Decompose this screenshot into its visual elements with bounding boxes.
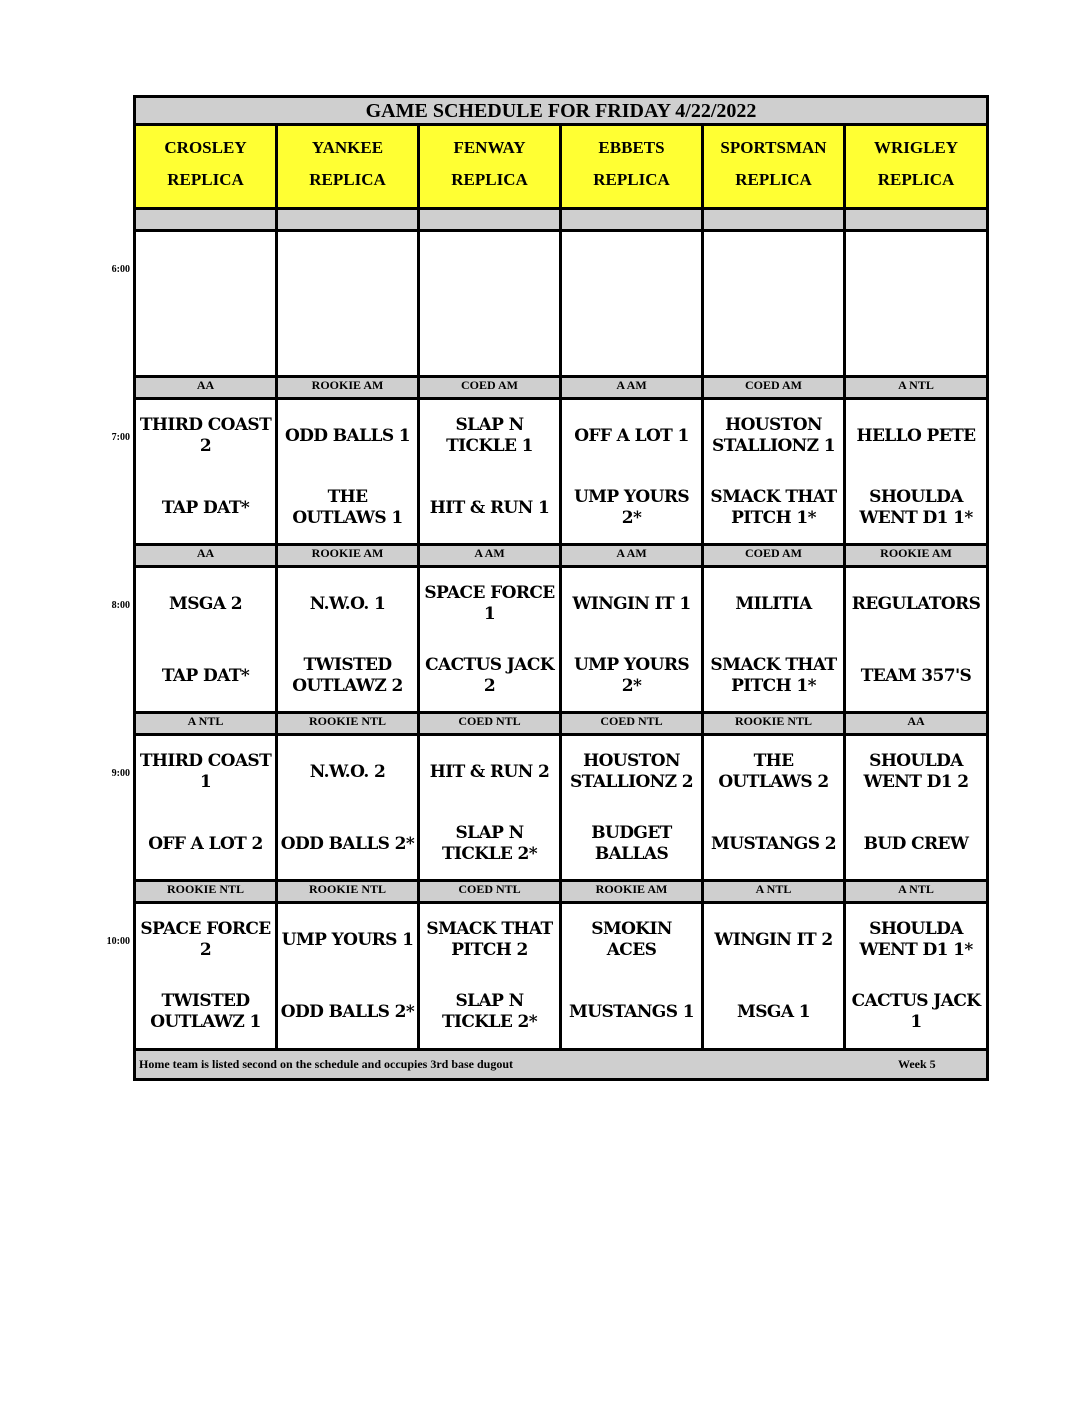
division-label: ROOKIE NTL xyxy=(136,882,278,901)
home-team: TEAM 357'S xyxy=(860,665,972,686)
home-team xyxy=(564,310,699,370)
venue-header xyxy=(846,126,986,210)
home-team: TAP DAT* xyxy=(161,497,250,518)
venue-header xyxy=(278,126,420,210)
home-team: OFF A LOT 2 xyxy=(148,833,263,854)
division-label: COED AM xyxy=(704,378,846,397)
away-team: SPACE FORCE 1 xyxy=(424,583,555,624)
venue-name: WRIGLEY xyxy=(873,138,959,157)
venue-name: CROSLEY xyxy=(164,138,247,157)
home-team: MUSTANGS 2 xyxy=(711,833,836,854)
game-cell xyxy=(846,736,986,882)
column-divider xyxy=(420,210,562,229)
division-label: COED AM xyxy=(704,546,846,565)
home-team: CACTUS JACK 2 xyxy=(425,655,554,696)
game-cell xyxy=(704,232,846,378)
time-label: 7:00 xyxy=(111,432,130,443)
venue-type: REPLICA xyxy=(167,170,244,189)
week-label: Week 5 xyxy=(898,1057,936,1071)
time-label: 9:00 xyxy=(111,768,130,779)
schedule-footer xyxy=(136,1048,986,1078)
schedule-sheet xyxy=(133,95,989,1081)
division-label: ROOKIE NTL xyxy=(704,714,846,733)
venue-name: FENWAY xyxy=(453,138,526,157)
away-team: REGULATORS xyxy=(851,593,981,614)
time-label: 10:00 xyxy=(106,936,130,947)
venue-type: REPLICA xyxy=(735,170,812,189)
home-team: MSGA 1 xyxy=(737,1001,810,1022)
venue-header xyxy=(562,126,704,210)
division-label: AA xyxy=(136,546,278,565)
game-cell xyxy=(420,232,562,378)
game-cell xyxy=(846,568,986,714)
home-team: HIT & RUN 1 xyxy=(429,497,550,518)
home-team xyxy=(706,310,841,370)
away-team: HOUSTON STALLIONZ 1 xyxy=(712,415,835,456)
away-team: SLAP N TICKLE 1 xyxy=(446,415,533,456)
division-bar xyxy=(136,711,986,736)
away-team: N.W.O. 2 xyxy=(309,761,386,782)
away-team: WINGIN IT 1 xyxy=(572,593,691,614)
division-label: ROOKIE NTL xyxy=(278,882,420,901)
venue-header xyxy=(136,126,278,210)
home-team xyxy=(280,310,415,370)
away-team xyxy=(706,238,841,298)
home-team xyxy=(138,310,273,370)
away-team: OFF A LOT 1 xyxy=(574,425,689,446)
home-team: BUDGET BALLAS xyxy=(591,823,672,864)
game-cell xyxy=(278,904,420,1050)
away-team: HELLO PETE xyxy=(856,425,976,446)
away-team: THIRD COAST 1 xyxy=(139,751,272,792)
home-team: TAP DAT* xyxy=(161,665,250,686)
division-label: ROOKIE AM xyxy=(562,882,704,901)
game-cell xyxy=(136,568,278,714)
division-label: A AM xyxy=(420,546,562,565)
venue-header xyxy=(704,126,846,210)
division-label: COED NTL xyxy=(420,882,562,901)
away-team: SMOKIN ACES xyxy=(591,919,672,960)
division-label: ROOKIE AM xyxy=(278,378,420,397)
away-team xyxy=(422,238,557,298)
game-cell xyxy=(562,568,704,714)
game-cell xyxy=(278,736,420,882)
schedule-title: GAME SCHEDULE FOR FRIDAY 4/22/2022 xyxy=(136,98,986,126)
home-team: BUD CREW xyxy=(863,833,969,854)
division-label: A NTL xyxy=(898,378,934,392)
game-cell xyxy=(562,400,704,546)
column-divider xyxy=(278,210,420,229)
home-team: CACTUS JACK 1 xyxy=(851,991,981,1032)
away-team: SPACE FORCE 2 xyxy=(140,919,271,960)
home-team: UMP YOURS 2* xyxy=(573,655,690,696)
time-label: 8:00 xyxy=(111,600,130,611)
division-label: ROOKIE AM xyxy=(278,546,420,565)
division-bar xyxy=(136,879,986,904)
home-team: UMP YOURS 2* xyxy=(573,487,690,528)
away-team: N.W.O. 1 xyxy=(309,593,386,614)
away-team: SHOULDA WENT D1 1* xyxy=(859,919,973,960)
division-label: COED NTL xyxy=(562,714,704,733)
game-cell xyxy=(562,232,704,378)
game-cell xyxy=(278,400,420,546)
game-cell xyxy=(562,736,704,882)
game-cell xyxy=(420,736,562,882)
division-label: COED NTL xyxy=(420,714,562,733)
game-cell xyxy=(704,904,846,1050)
game-cell xyxy=(704,736,846,882)
game-cell xyxy=(562,904,704,1050)
game-cell xyxy=(278,568,420,714)
division-label: A NTL xyxy=(898,882,934,896)
game-cell xyxy=(704,400,846,546)
game-cell xyxy=(846,904,986,1050)
home-team-note: Home team is listed second on the schedule and occupies 3rd base dugout xyxy=(139,1057,514,1071)
division-label: ROOKIE NTL xyxy=(278,714,420,733)
game-cell xyxy=(420,400,562,546)
division-label: A NTL xyxy=(704,882,846,901)
home-team: ODD BALLS 2* xyxy=(280,833,415,854)
division-label: A NTL xyxy=(136,714,278,733)
away-team: THE OUTLAWS 2 xyxy=(718,751,829,792)
away-team: SMACK THAT PITCH 2 xyxy=(426,919,553,960)
venue-name: YANKEE xyxy=(311,138,384,157)
home-team: SLAP N TICKLE 2* xyxy=(441,991,538,1032)
away-team: MILITIA xyxy=(735,593,812,614)
venue-type: REPLICA xyxy=(877,170,955,189)
venue-header xyxy=(420,126,562,210)
home-team: SHOULDA WENT D1 1* xyxy=(859,487,973,528)
game-cell xyxy=(136,904,278,1050)
home-team: SMACK THAT PITCH 1* xyxy=(710,655,837,696)
away-team: MSGA 2 xyxy=(169,593,242,614)
division-label: COED AM xyxy=(420,378,562,397)
division-label: A AM xyxy=(562,378,704,397)
game-cell xyxy=(136,736,278,882)
division-bar xyxy=(136,543,986,568)
game-cell xyxy=(420,904,562,1050)
home-team: ODD BALLS 2* xyxy=(280,1001,415,1022)
home-team: SMACK THAT PITCH 1* xyxy=(710,487,837,528)
column-divider xyxy=(136,210,278,229)
game-cell xyxy=(136,232,278,378)
game-cell xyxy=(420,568,562,714)
division-label: A AM xyxy=(562,546,704,565)
away-team: THIRD COAST 2 xyxy=(139,415,272,456)
division-label: ROOKIE AM xyxy=(880,546,952,560)
away-team: UMP YOURS 1 xyxy=(281,929,414,950)
game-cell xyxy=(846,400,986,546)
column-divider xyxy=(562,210,704,229)
away-team: HOUSTON STALLIONZ 2 xyxy=(570,751,693,792)
time-label: 6:00 xyxy=(111,264,130,275)
home-team: TWISTED OUTLAWZ 2 xyxy=(292,655,403,696)
away-team: HIT & RUN 2 xyxy=(429,761,550,782)
away-team xyxy=(848,238,984,298)
game-cell xyxy=(136,400,278,546)
venue-type: REPLICA xyxy=(451,170,528,189)
away-team xyxy=(280,238,415,298)
game-cell xyxy=(278,232,420,378)
venue-type: REPLICA xyxy=(309,170,386,189)
division-label: AA xyxy=(136,378,278,397)
away-team xyxy=(138,238,273,298)
away-team: SHOULDA WENT D1 2 xyxy=(863,751,969,792)
division-label: AA xyxy=(907,714,925,728)
home-team xyxy=(848,310,984,370)
away-team xyxy=(564,238,699,298)
home-team: MUSTANGS 1 xyxy=(569,1001,694,1022)
game-cell xyxy=(704,568,846,714)
venue-type: REPLICA xyxy=(593,170,670,189)
venue-name: SPORTSMAN xyxy=(720,138,827,157)
column-divider xyxy=(704,210,846,229)
venue-name: EBBETS xyxy=(598,138,665,157)
home-team: TWISTED OUTLAWZ 1 xyxy=(150,991,261,1032)
header-gray-strip xyxy=(136,207,986,232)
division-bar xyxy=(136,375,986,400)
home-team xyxy=(422,310,557,370)
game-cell xyxy=(846,232,986,378)
away-team: WINGIN IT 2 xyxy=(714,929,833,950)
home-team: SLAP N TICKLE 2* xyxy=(441,823,538,864)
home-team: THE OUTLAWS 1 xyxy=(292,487,403,528)
away-team: ODD BALLS 1 xyxy=(284,425,411,446)
